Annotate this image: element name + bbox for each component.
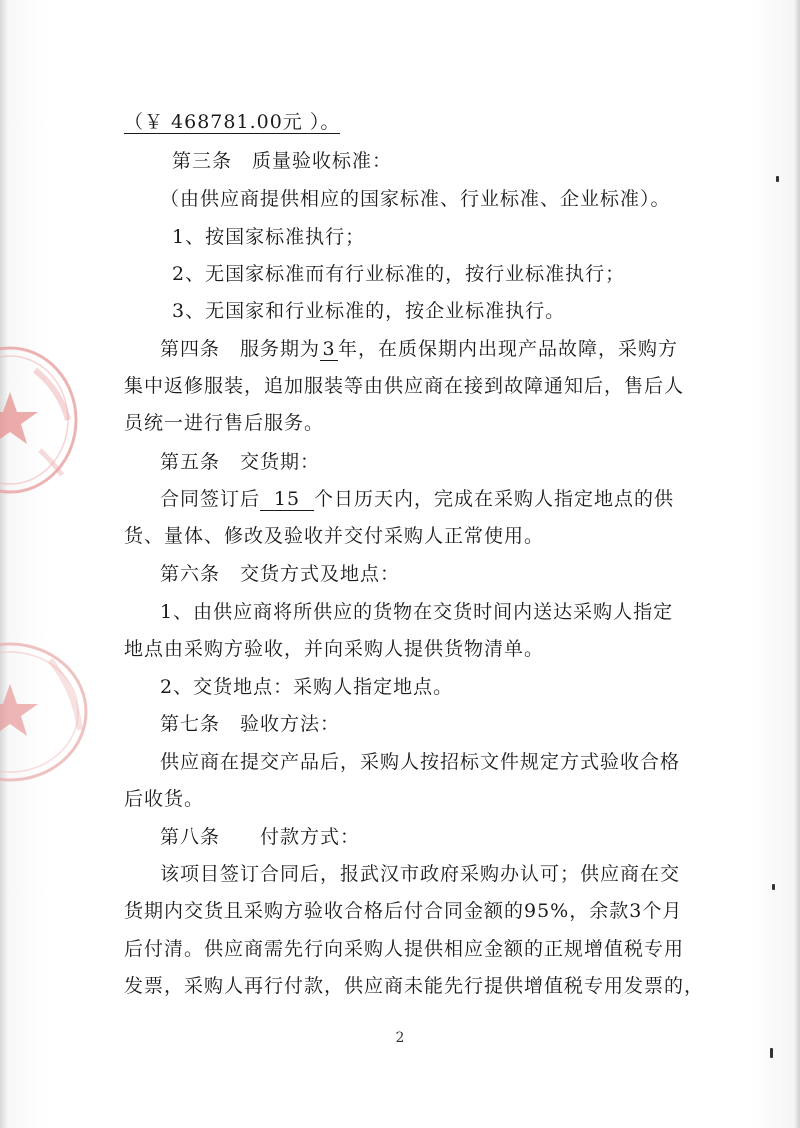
article-3-item-3: 3、无国家和行业标准的，按企业标准执行。	[172, 300, 566, 322]
article-7-line-2: 后收货。	[124, 788, 205, 810]
scan-edge-left	[0, 0, 8, 1128]
amount-underlined: （￥ 468781.00元 ）。	[124, 111, 341, 133]
article-7-line-1: 供应商在提交产品后，采购人按招标文件规定方式验收合格	[160, 751, 681, 773]
page-number: 2	[395, 1030, 405, 1046]
article-4-prefix: 第四条 服务期为	[160, 338, 321, 360]
article-5-line-1	[160, 487, 674, 511]
article-4-line-1	[160, 337, 678, 361]
article-3-item-2: 2、无国家标准而有行业标准的，按行业标准执行；	[172, 263, 626, 285]
article-4-suffix: 年，在质保期内出现产品故障，采购方	[338, 338, 679, 360]
article-7-title: 第七条 验收方法：	[160, 713, 341, 735]
scan-speck	[770, 1048, 773, 1058]
contract-amount	[124, 110, 340, 134]
delivery-days: 15	[260, 488, 314, 511]
article-5-prefix: 合同签订后	[160, 488, 261, 510]
article-5-line-2: 货、量体、修改及验收并交付采购人正常使用。	[124, 525, 545, 547]
article-8-line-2: 货期内交货且采购方验收合格后付合同金额的95%，余款3个月	[124, 900, 683, 922]
official-seal-bottom	[0, 640, 100, 790]
article-8-line-4: 发票，采购人再行付款，供应商未能先行提供增值税专用发票的，	[124, 975, 705, 997]
article-5-suffix: 个日历天内，完成在采购人指定地点的供	[314, 488, 675, 510]
article-6-title: 第六条 交货方式及地点：	[160, 563, 401, 585]
article-8-line-1: 该项目签订合同后，报武汉市政府采购办认可；供应商在交	[160, 863, 681, 885]
article-3-item-1: 1、按国家标准执行；	[172, 226, 366, 248]
scan-speck	[772, 884, 775, 890]
scan-edge-right	[794, 0, 800, 1128]
official-seal-top	[0, 340, 90, 500]
article-8-line-3: 后付清。供应商需先行向采购人提供相应金额的正规增值税专用	[124, 938, 685, 960]
scan-speck	[776, 176, 779, 182]
service-years: 3	[320, 338, 338, 361]
article-3-intro: （由供应商提供相应的国家标准、行业标准、企业标准）。	[160, 188, 671, 210]
article-5-title: 第五条 交货期：	[160, 451, 321, 473]
article-6-item-1-line-1: 1、由供应商将所供应的货物在交货时间内送达采购人指定	[160, 601, 674, 623]
article-4-line-2: 集中返修服装，追加服装等由供应商在接到故障通知后，售后人	[124, 375, 685, 397]
article-8-title: 第八条 付款方式：	[160, 826, 361, 848]
article-6-item-2: 2、交货地点：采购人指定地点。	[160, 676, 454, 698]
article-4-line-3: 员统一进行售后服务。	[124, 412, 325, 434]
article-3-title: 第三条 质量验收标准：	[172, 150, 393, 172]
article-6-item-1-line-2: 地点由采购方验收，并向采购人提供货物清单。	[124, 638, 545, 660]
